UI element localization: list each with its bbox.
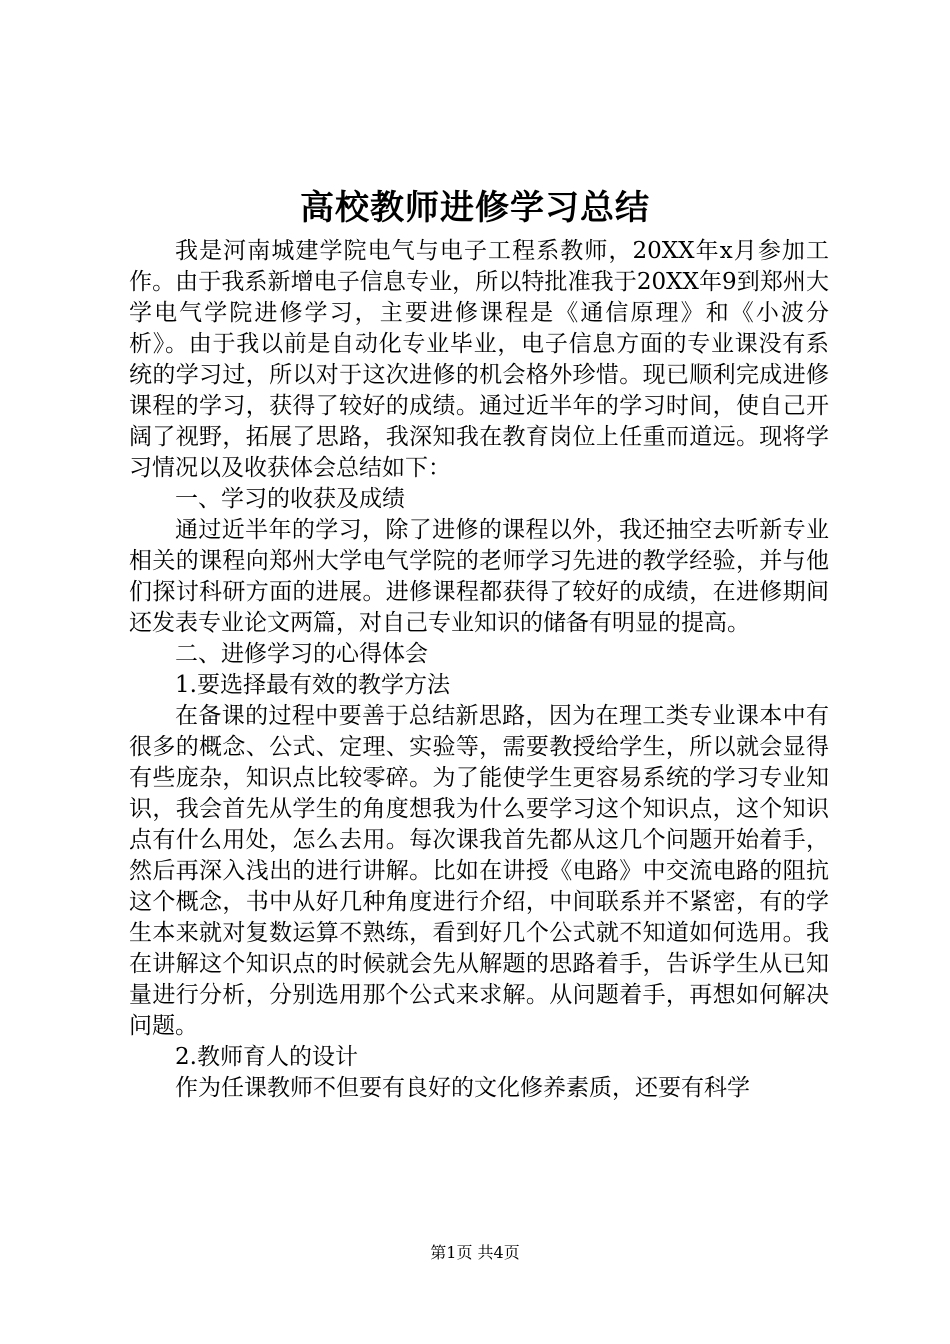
document-title: 高校教师进修学习总结 [300, 188, 650, 228]
document-body [129, 236, 829, 1104]
paragraph-teacher-design: 作为任课教师不但要有良好的文化修养素质，还要有科学 [175, 1075, 750, 1101]
section-heading-2: 二、进修学习的心得体会 [175, 641, 428, 667]
paragraph-teaching-method: 在备课的过程中要善于总结新思路，因为在理工类专业课本中有很多的概念、公式、定理、实验等，需要教授给学生，所以就会显得有些庞杂，知识点比较零碎。为了能使学生更容易系统的学习专业知识，我会首先从学生的角度想我为什么要学习这个知识点，这个知识点有什么用处，怎么去用。每次课我首先都从这几个问题开始着手，然后再深入浅出的进行讲解。比如在讲授《电路》中交流电路的阻抗这个概念，书中从好几种角度进行介绍，中间联系并不紧密，有的学生本来就对复数运算不熟练，看到好几个公式就不知道如何选用。我在讲解这个知识点的时候就会先从解题的思路着手，告诉学生从已知量进行分析，分别选用那个公式来求解。从问题着手，再想如何解决问题。 [129, 703, 829, 1039]
page-footer: 第1页 共4页 [430, 1243, 520, 1262]
section-heading-1: 一、学习的收获及成绩 [175, 486, 405, 512]
paragraph-intro: 我是河南城建学院电气与电子工程系教师，20XX年x月参加工作。由于我系新增电子信息专业，所以特批准我于20XX年9到郑州大学电气学院进修学习，主要进修课程是《通信原理》和《小波分析》。由于我以前是自动化专业毕业，电子信息方面的专业课没有系统的学习过，所以对于这次进修的机会格外珍惜。现已顺利完成进修课程的学习，获得了较好的成绩。通过近半年的学习时间，使自己开阔了视野，拓展了思路，我深知我在教育岗位上任重而道远。现将学习情况以及收获体会总结如下： [129, 238, 829, 481]
subheading-1: 1.要选择最有效的教学方法 [175, 672, 450, 698]
subheading-2: 2.教师育人的设计 [175, 1044, 358, 1070]
paragraph-gains: 通过近半年的学习，除了进修的课程以外，我还抽空去听新专业相关的课程向郑州大学电气学院的老师学习先进的教学经验，并与他们探讨科研方面的进展。进修课程都获得了较好的成绩，在进修期间还发表专业论文两篇，对自己专业知识的储备有明显的提高。 [129, 517, 829, 636]
